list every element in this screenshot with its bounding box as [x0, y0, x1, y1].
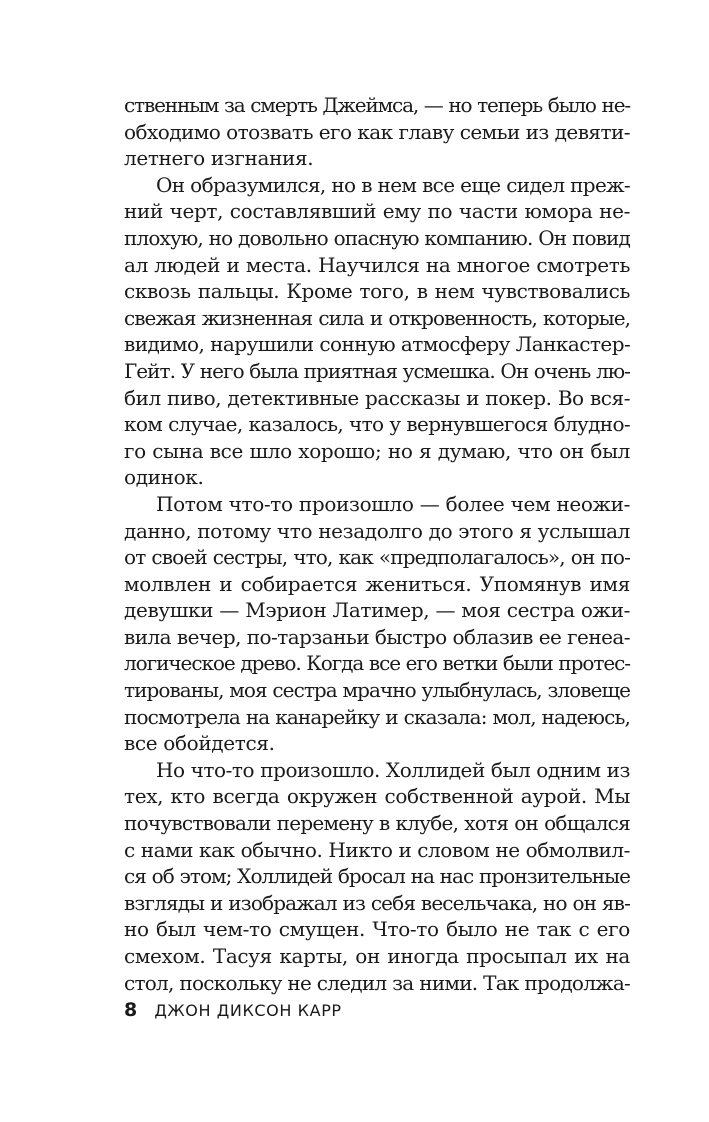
text-line: все обойдется.: [124, 731, 275, 756]
body-text: [124, 92, 630, 996]
text-line: бил пиво, детективные рассказы и покер. Во вся-: [124, 385, 630, 410]
text-line: ал людей и места. Научился на многое смотреть: [124, 252, 630, 277]
text-line: почувствовали перемену в клубе, хотя он общался: [124, 811, 630, 836]
text-line: посмотрела на канарейку и сказала: мол, надеюсь,: [124, 704, 630, 729]
text-line: видимо, нарушили сонную атмосферу Ланкастер-: [124, 332, 631, 357]
running-head-author: ДЖОН ДИКСОН КАРР: [154, 1001, 342, 1020]
text-line: ся об этом; Холлидей бросал на нас пронзительные: [124, 864, 630, 889]
text-line: от своей сестры, что, как «предполагалось», он по-: [124, 545, 630, 570]
text-line: с нами как обычно. Никто и словом не обмолвил-: [124, 837, 630, 862]
text-line: но был чем-то смущен. Что-то было не так с его: [124, 917, 630, 942]
text-line: одинок.: [124, 465, 204, 490]
text-line: молвлен и собирается жениться. Упомянув имя: [124, 571, 630, 596]
text-line: тех, кто всегда окружен собственной аурой. Мы: [124, 784, 630, 809]
text-line: взгляды и изображал из себя весельчака, но он яв-: [124, 890, 630, 915]
paragraph-first-line: Он образумился, но в нем все еще сидел преж-: [156, 172, 630, 197]
text-line: го сына все шло хорошо; но я думаю, что он был: [124, 438, 630, 463]
text-line: сквозь пальцы. Кроме того, в нем чувствовались: [124, 279, 630, 304]
text-line: смехом. Тасуя карты, он иногда просыпал их на: [124, 944, 630, 968]
paragraph-first-line: Но что-то произошло. Холлидей был одним из: [156, 757, 630, 782]
text-line: данно, потому что незадолго до этого я услышал: [124, 518, 631, 543]
paragraph-first-line: Потом что-то произошло — более чем неожи-: [156, 491, 630, 516]
text-line: обходимо отозвать его как главу семьи из девяти-: [124, 119, 630, 144]
page-number: 8: [124, 999, 138, 1021]
text-line: свежая жизненная сила и откровенность, которые,: [124, 305, 630, 330]
text-line: тированы, моя сестра мрачно улыбнулась, зловеще: [124, 678, 630, 703]
text-line: Гейт. У него была приятная усмешка. Он очень лю-: [124, 358, 630, 383]
text-line: стол, поскольку не следил за ними. Так продолжа-: [124, 970, 630, 995]
text-line: ком случае, казалось, что у вернувшегося блудно-: [124, 412, 630, 437]
page-footer: [124, 999, 342, 1021]
text-line: летнего изгнания.: [124, 146, 314, 171]
text-line: ственным за смерть Джеймса, — но теперь было не-: [124, 93, 630, 117]
text-line: девушки — Мэрион Латимер, — моя сестра ожи-: [124, 598, 630, 623]
text-line: логическое древо. Когда все его ветки были протес-: [124, 651, 630, 676]
text-line: вила вечер, по-тарзаньи быстро облазив ее генеа-: [124, 624, 630, 649]
text-line: плохую, но довольно опасную компанию. Он повид: [124, 225, 630, 250]
text-line: ний черт, составлявший ему по части юмора не-: [124, 199, 630, 224]
